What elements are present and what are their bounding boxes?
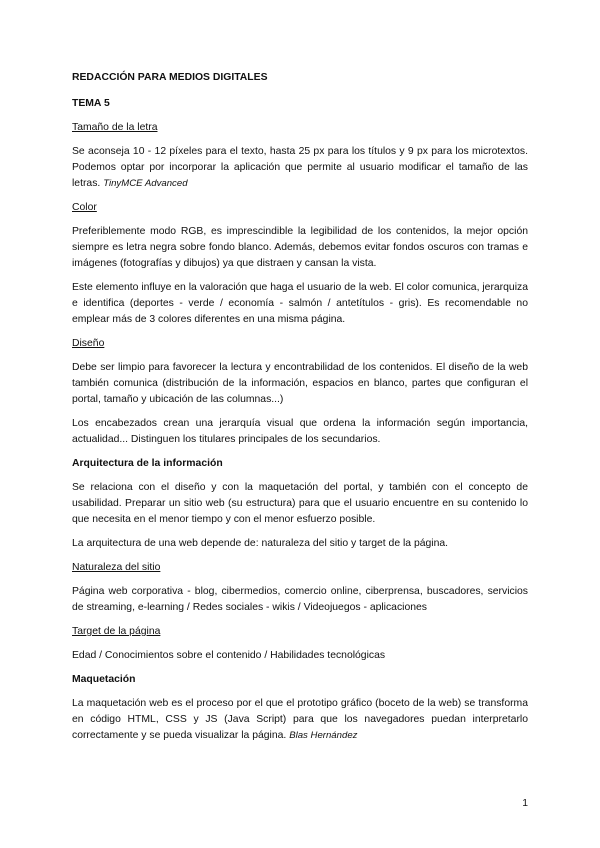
- paragraph-arquitectura-1: Se relaciona con el diseño y con la maquetación del portal, y también con el concepto de usabilidad. Preparar un sitio web (su estructura) para que el usuario encuentre en su contenido lo que necesita en el menor tiempo y con el menor esfuerzo posible.: [72, 482, 528, 525]
- document-title: REDACCIÓN PARA MEDIOS DIGITALES: [72, 72, 268, 83]
- paragraph-target: Edad / Conocimientos sobre el contenido / Habilidades tecnológicas: [72, 650, 386, 661]
- document-page: [72, 70, 528, 744]
- section-heading-diseno: Diseño: [72, 338, 105, 349]
- section-heading-letra: Tamaño de la letra: [72, 122, 158, 133]
- paragraph-letra: [72, 144, 528, 192]
- page-number: 1: [522, 798, 528, 809]
- paragraph-maquetacion-text: La maquetación web es el proceso por el que el prototipo gráfico (boceto de la web) se transforma en código HTML, CSS y JS (Java Script) para que los navegadores puedan interpretarlo correctamente y se pueda visualizar la página.: [72, 698, 528, 741]
- paragraph-naturaleza: Página web corporativa - blog, cibermedios, comercio online, ciberprensa, buscadores, servicios de streaming, e-learning / Redes sociales - wikis / Videojuegos - aplicaciones: [72, 586, 528, 613]
- paragraph-diseno-2: Los encabezados crean una jerarquía visual que ordena la información según importancia, actualidad... Distinguen los titulares principales de los secundarios.: [72, 418, 528, 445]
- paragraph-color-2: Este elemento influye en la valoración que haga el usuario de la web. El color comunica, jerarquiza e identifica (deportes - verde / economía - salmón / antetítulos - gris). Es recomendable no emplear más de 3 colores diferentes en una misma página.: [72, 282, 528, 325]
- section-heading-color: Color: [72, 202, 97, 213]
- section-heading-target: Target de la página: [72, 626, 161, 637]
- paragraph-arquitectura-2: La arquitectura de una web depende de: naturaleza del sitio y target de la página.: [72, 538, 449, 549]
- paragraph-letra-text: Se aconseja 10 - 12 píxeles para el texto, hasta 25 px para los títulos y 9 px para los microtextos. Podemos optar por incorporar la aplicación que permite al usuario modificar el tamaño de las letras.: [72, 146, 528, 189]
- source-blas: Blas Hernández: [289, 730, 358, 741]
- tema-heading: TEMA 5: [72, 98, 110, 109]
- section-heading-naturaleza: Naturaleza del sitio: [72, 562, 161, 573]
- section-heading-maquetacion: Maquetación: [72, 674, 136, 685]
- source-tinymce: TinyMCE Advanced: [103, 178, 188, 189]
- section-heading-arquitectura: Arquitectura de la información: [72, 458, 223, 469]
- paragraph-maquetacion: [72, 696, 528, 744]
- paragraph-diseno-1: Debe ser limpio para favorecer la lectura y encontrabilidad de los contenidos. El diseño de la web también comunica (distribución de la información, espacios en blanco, partes que configuran el portal, tamaño y ubicación de las columnas...): [72, 362, 528, 405]
- paragraph-color-1: Preferiblemente modo RGB, es imprescindible la legibilidad de los contenidos, la mejor opción siempre es letra negra sobre fondo blanco. Además, debemos evitar fondos oscuros con tramas e imágenes (fotografías y dibujos) ya que distraen y cansan la vista.: [72, 226, 528, 269]
